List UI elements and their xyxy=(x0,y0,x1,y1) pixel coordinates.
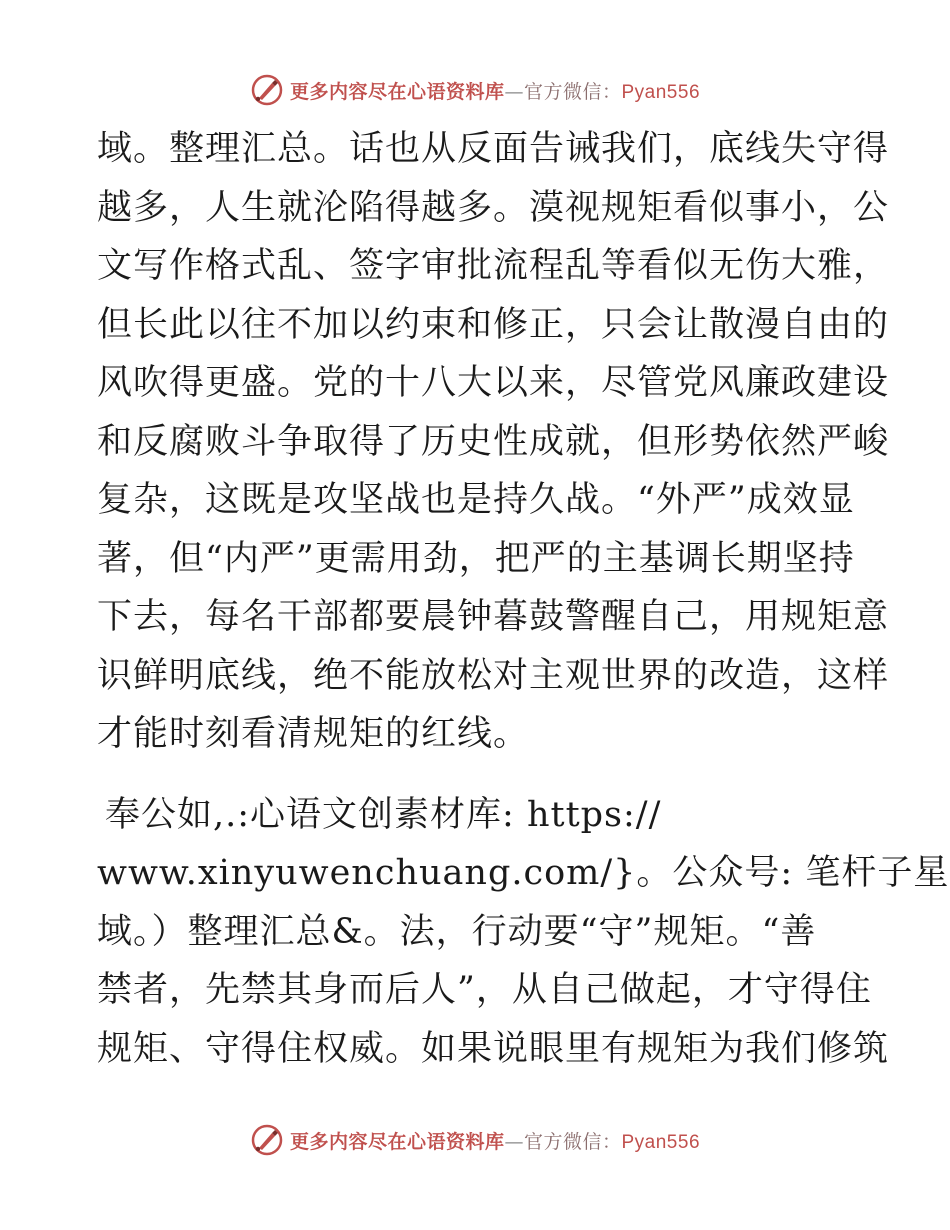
pen-logo-icon xyxy=(250,1123,284,1157)
header-banner-main: 更多内容尽在心语资料库 xyxy=(289,80,505,103)
header-banner-id: Pyan556 xyxy=(621,81,701,103)
text-line: 风吹得更盛。党的十八大以来，尽管党风廉政建设 xyxy=(97,363,890,403)
footer-banner-inner xyxy=(250,1123,700,1157)
footer-banner xyxy=(0,1120,950,1160)
footer-banner-sep: — xyxy=(504,1130,524,1153)
text-line: 规矩、守得住权威。如果说眼里有规矩为我们修筑 xyxy=(97,1028,890,1069)
header-banner-wechat: 官方微信： xyxy=(523,80,622,103)
header-banner-text xyxy=(290,77,700,104)
text-line: 和反腐败斗争取得了历史性成就，但形势依然严峻 xyxy=(97,421,890,462)
text-line: 域。整理汇总。话也从反面告诫我们，底线失守得 xyxy=(97,129,890,169)
pen-logo-icon xyxy=(250,73,284,107)
footer-banner-id: Pyan556 xyxy=(621,1131,701,1153)
text-line: 才能时刻看清规矩的红线。 xyxy=(97,714,530,754)
text-line: 越多，人生就沦陷得越多。漠视规矩看似事小，公 xyxy=(97,187,890,228)
header-banner-inner xyxy=(250,73,700,107)
text-line: 识鲜明底线，绝不能放松对主观世界的改造，这样 xyxy=(97,655,890,696)
text-line: 域。）整理汇总&。法，行动要“守”规矩。“善 xyxy=(97,911,817,952)
header-banner-sep: — xyxy=(504,80,524,103)
paragraph-1 xyxy=(97,120,890,764)
text-line: 但长此以往不加以约束和修正，只会让散漫自由的 xyxy=(97,304,890,345)
text-line: 复杂，这既是攻坚战也是持久战。“外严”成效显 xyxy=(97,480,855,520)
header-banner xyxy=(0,70,950,110)
footer-banner-wechat: 官方微信： xyxy=(523,1130,622,1153)
text-line: 下去，每名干部都要晨钟暮鼓警醒自己，用规矩意 xyxy=(97,597,890,637)
paragraph-2 xyxy=(97,786,950,1079)
text-line: 奉公如,.:心语文创素材库: https:// xyxy=(105,794,662,835)
text-line: 著，但“内严”更需用劲，把严的主基调长期坚持 xyxy=(97,538,855,579)
footer-banner-text xyxy=(290,1127,700,1154)
text-line: www.xinyuwenchuang.com/}。公众号: 笔杆子星 xyxy=(97,853,950,893)
document-body xyxy=(97,120,950,1078)
text-line: 文写作格式乱、签字审批流程乱等看似无伤大雅， xyxy=(97,246,890,286)
footer-banner-main: 更多内容尽在心语资料库 xyxy=(289,1130,505,1153)
text-line: 禁者，先禁其身而后人”，从自己做起，才守得住 xyxy=(97,970,872,1010)
